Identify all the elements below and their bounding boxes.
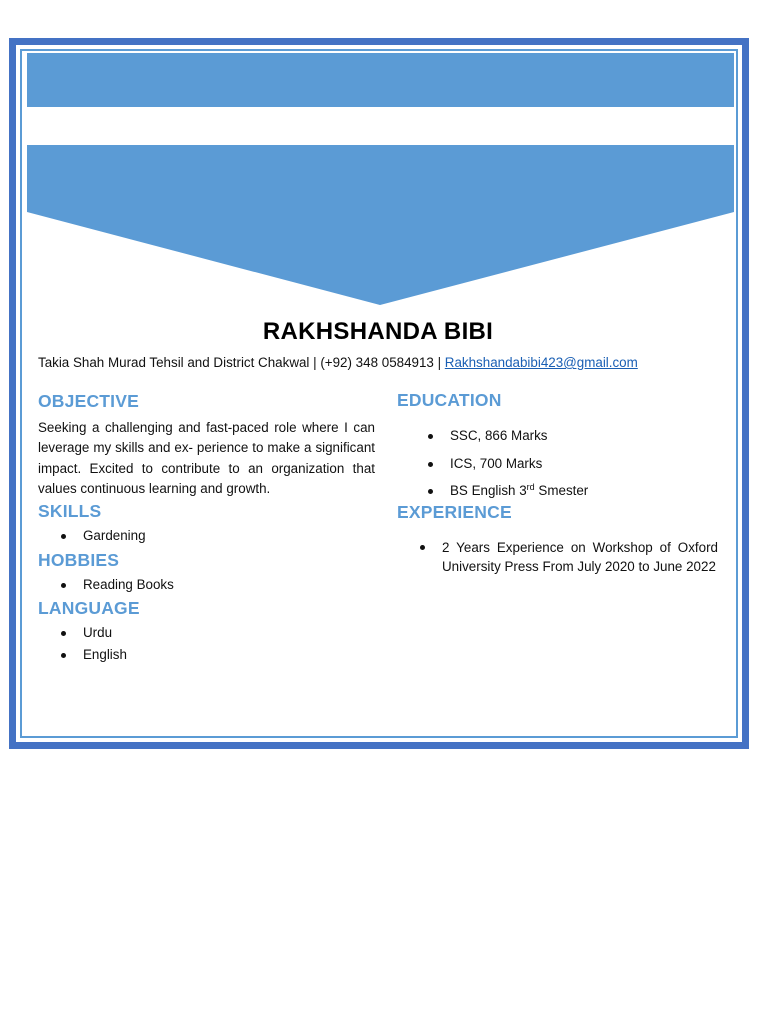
email-link[interactable]: Rakhshandabibi423@gmail.com (444, 355, 638, 370)
skills-list (38, 527, 146, 549)
list-item: English (38, 646, 127, 668)
list-item: ICS, 700 Marks (397, 455, 588, 483)
education-heading: EDUCATION (397, 390, 502, 410)
header-band (27, 53, 734, 107)
contact-address-phone: Takia Shah Murad Tehsil and District Chakwal | (+92) 348 0584913 | (38, 355, 445, 370)
objective-text: Seeking a challenging and fast-paced role where I can leverage my skills and ex- perience to make a significant impact. Excited to contribute to an organization that values continuous learning and growth. (38, 420, 375, 496)
candidate-name: RAKHSHANDA BIBI (262, 318, 494, 345)
experience-text: 2 Years Experience on Workshop of Oxford University Press From July 2020 to June 2022 (442, 540, 718, 574)
header-chevron (27, 145, 734, 305)
hobbies-list (38, 576, 174, 598)
contact-line (38, 355, 638, 370)
education-list (397, 427, 588, 510)
language-list (38, 624, 127, 668)
language-heading: LANGUAGE (38, 598, 140, 618)
list-item: Urdu (38, 624, 127, 646)
bullet-icon (420, 545, 425, 550)
hobbies-heading: HOBBIES (38, 550, 120, 570)
experience-item (420, 538, 718, 576)
list-item: Reading Books (38, 576, 174, 598)
education-degree-prefix: BS English 3 (450, 483, 527, 498)
list-item: SSC, 866 Marks (397, 427, 588, 455)
objective-heading: OBJECTIVE (38, 391, 139, 411)
education-degree-suffix: Smester (534, 483, 589, 498)
list-item: Gardening (38, 527, 146, 549)
experience-heading: EXPERIENCE (397, 502, 512, 522)
skills-heading: SKILLS (38, 501, 102, 521)
education-degree-sup: rd (526, 482, 535, 492)
